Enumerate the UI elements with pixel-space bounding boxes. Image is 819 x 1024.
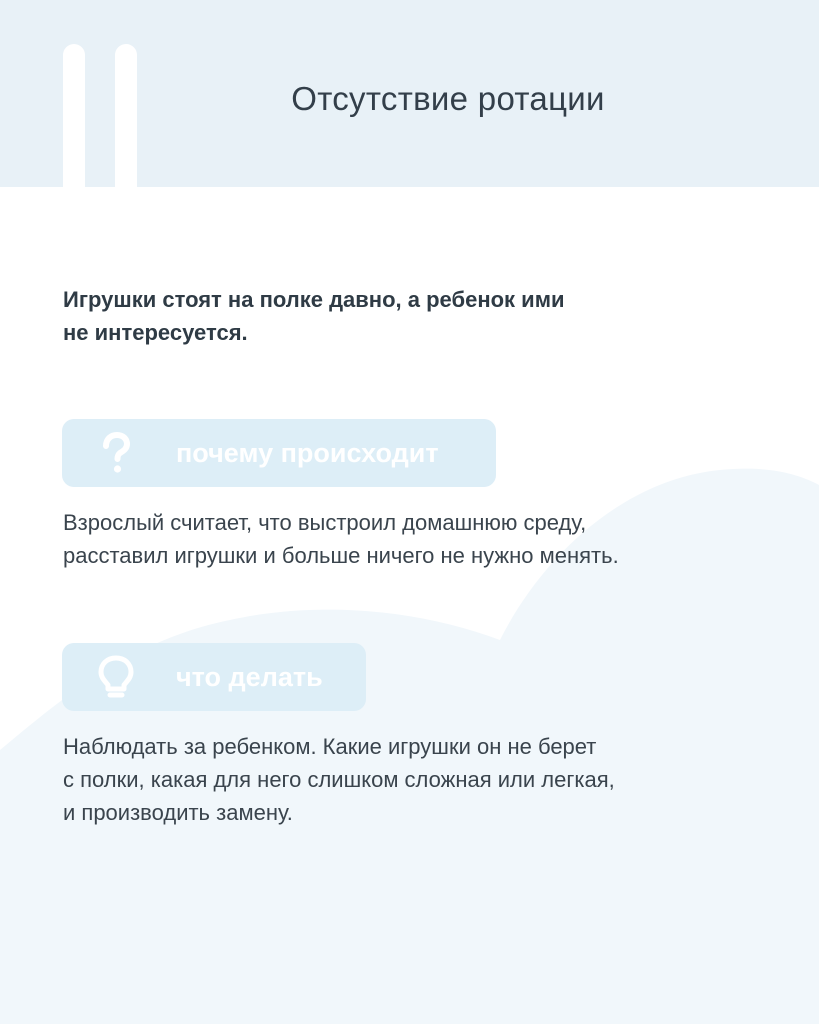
section-what-text bbox=[63, 730, 783, 829]
text-line: и производить замену. bbox=[63, 800, 293, 825]
tag-label: почему происходит bbox=[176, 438, 439, 468]
tag-what-to-do bbox=[62, 643, 366, 711]
text-line: с полки, какая для него слишком сложная или легкая, bbox=[63, 767, 615, 792]
question-mark-icon bbox=[92, 429, 140, 477]
text-line: расставил игрушки и больше ничего не нужно менять. bbox=[63, 543, 619, 568]
lightbulb-icon bbox=[92, 653, 140, 701]
text-line: Взрослый считает, что выстроил домашнюю среду, bbox=[63, 510, 587, 535]
lead-text bbox=[63, 283, 763, 349]
text-line: Наблюдать за ребенком. Какие игрушки он не берет bbox=[63, 734, 597, 759]
tag-label: что делать bbox=[176, 662, 323, 692]
page-title: Отсутствие ротации bbox=[291, 80, 605, 117]
lead-line: Игрушки стоят на полке давно, а ребенок ими bbox=[63, 287, 565, 312]
section-why-text bbox=[63, 506, 783, 572]
tag-why-it-happens bbox=[62, 419, 496, 487]
lead-line: не интересуется. bbox=[63, 320, 248, 345]
